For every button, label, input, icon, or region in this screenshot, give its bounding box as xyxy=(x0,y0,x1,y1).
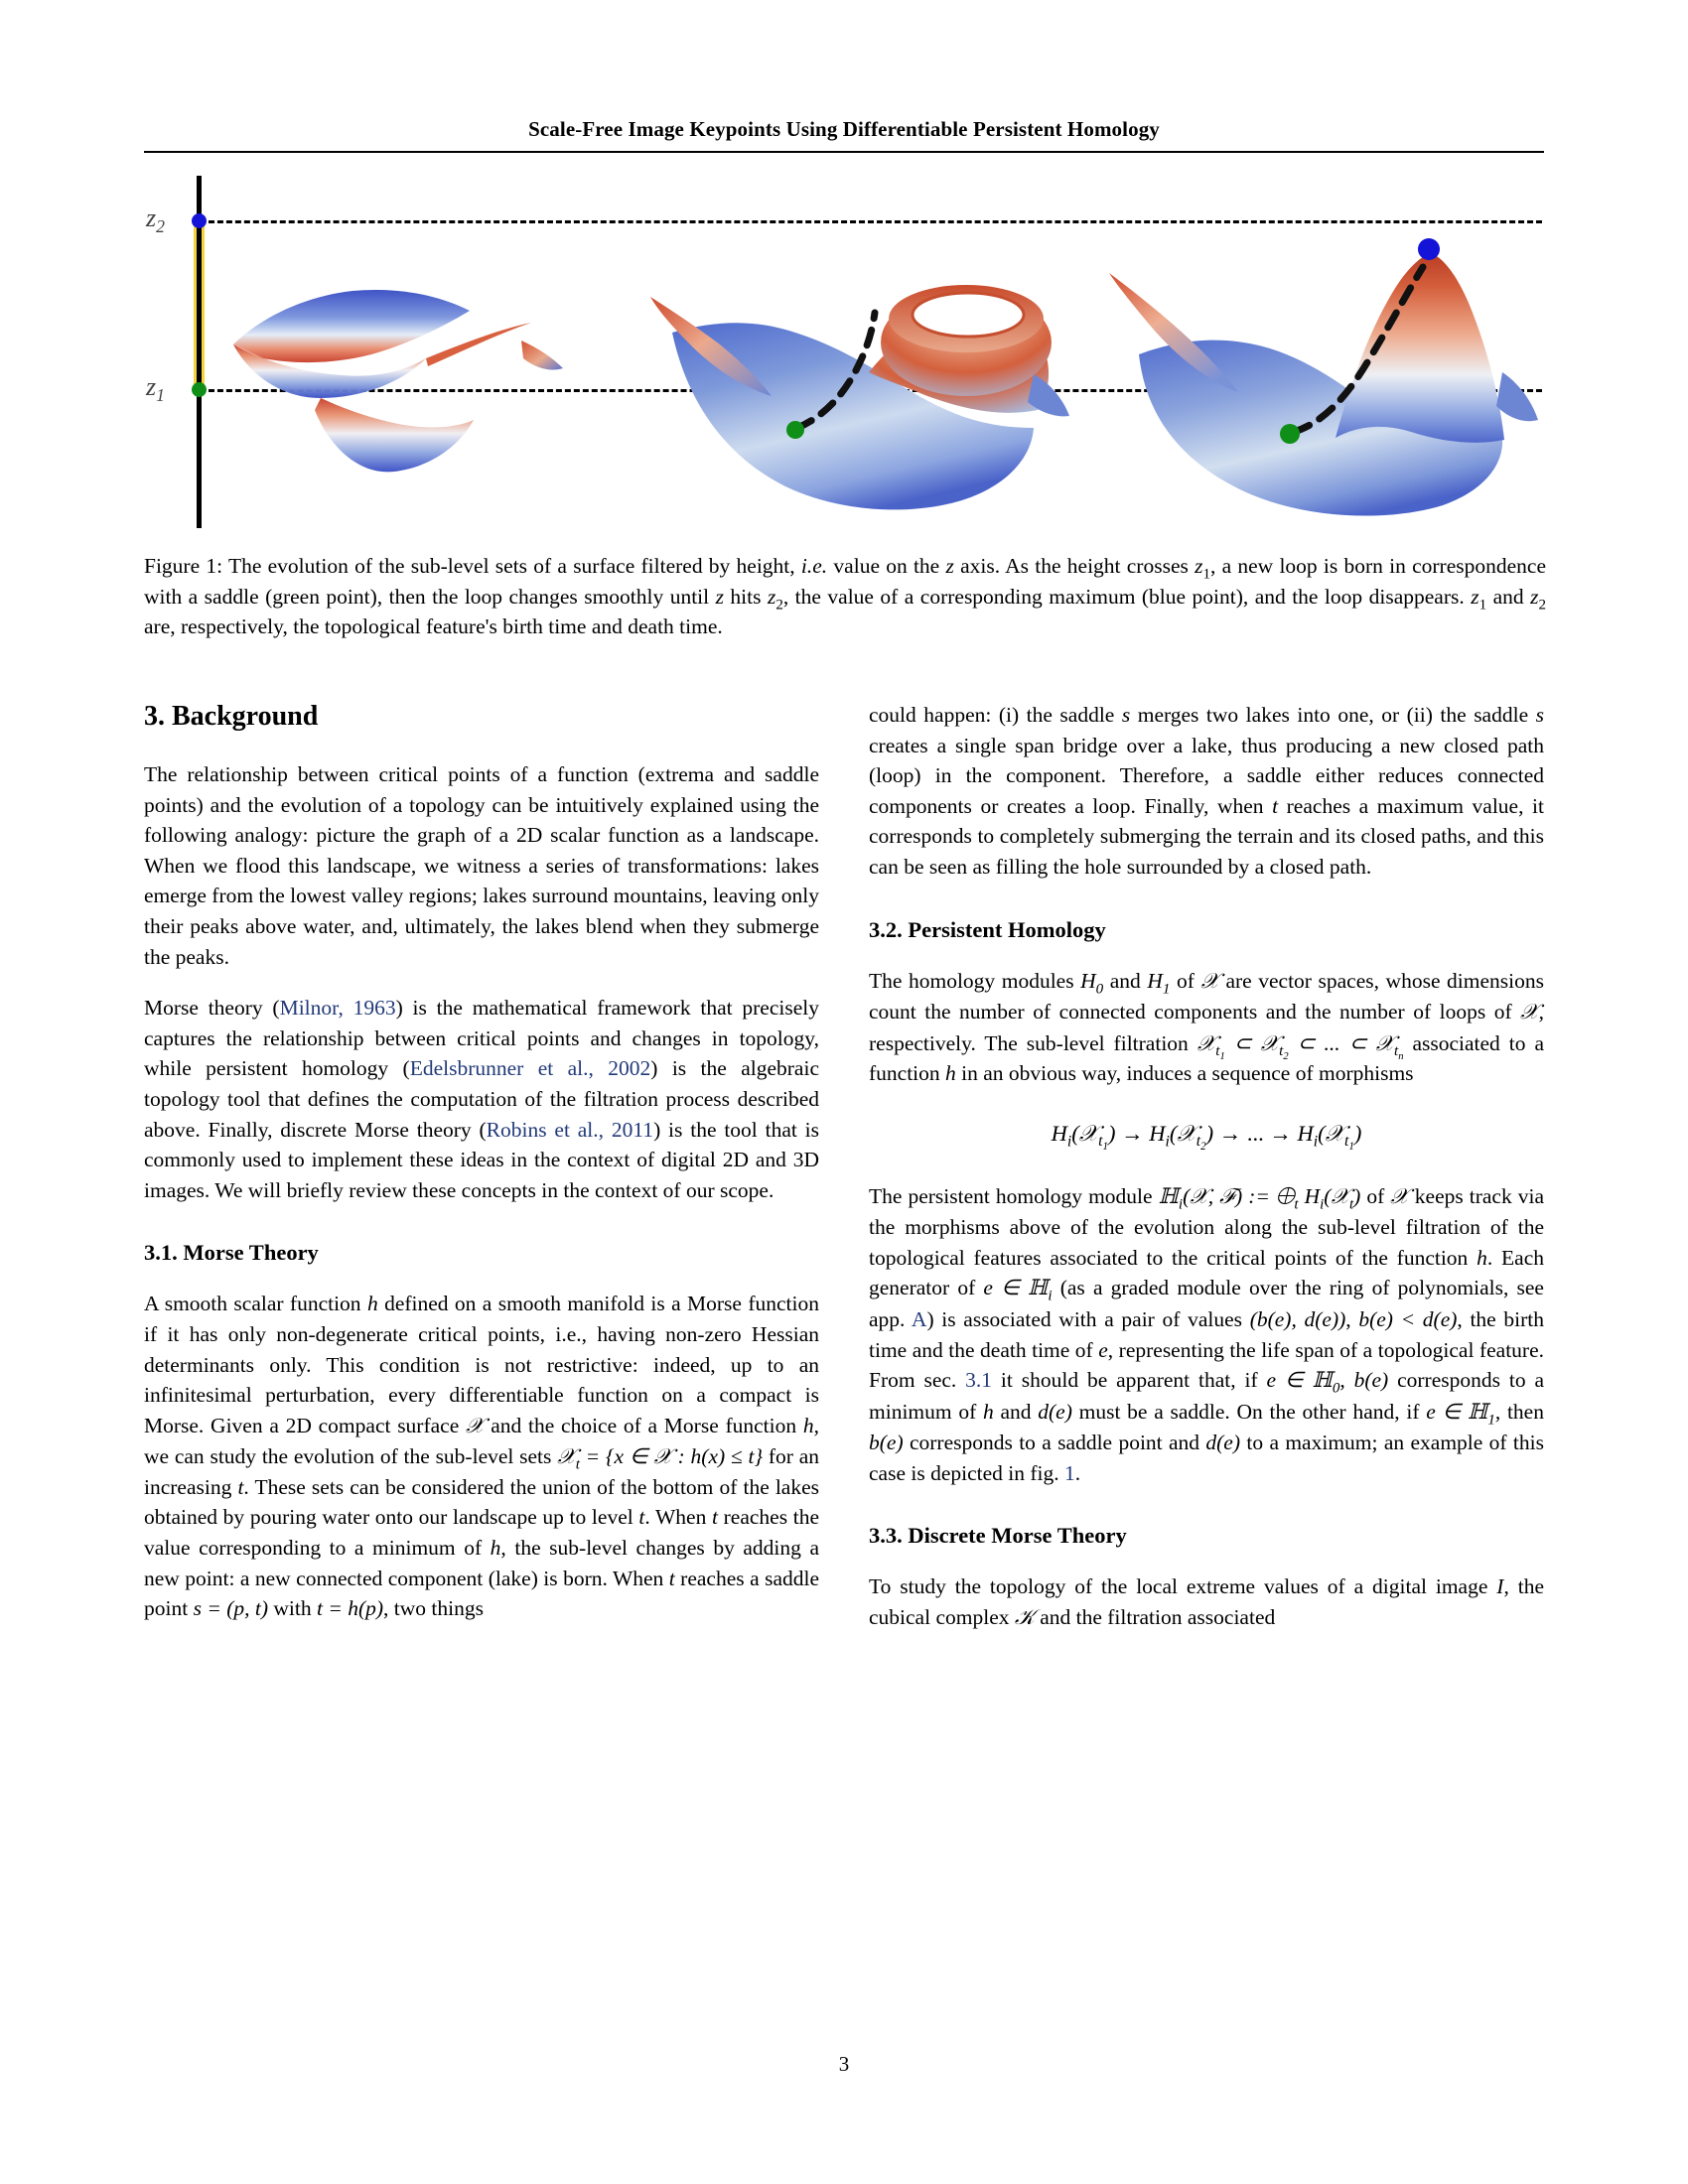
ph-g: in an obvious way, induces a sequence of morphisms xyxy=(955,1061,1414,1086)
math-t-3: t xyxy=(712,1505,718,1530)
math-be-2: b(e) xyxy=(869,1431,904,1455)
ph2-l: corresponds to a minimum of xyxy=(869,1368,1545,1424)
z-axis-line xyxy=(197,176,202,528)
crossref-section-3-1[interactable]: 3.1 xyxy=(965,1368,993,1393)
column-left xyxy=(144,700,819,1624)
sc-c: creates a single span bridge over a lake, thus producing a new closed path (loop) in the component. Therefore, a saddle either reduces connected components or creates a loop. Finally, when xyxy=(869,733,1544,818)
ph2-c: keeps track via the morphisms above of the evolution along the sub-level filtration of the topological features associated to the critical points of the function xyxy=(869,1183,1545,1270)
math-X-4: 𝒳 xyxy=(1390,1183,1409,1209)
math-e-in-H1: e ∈ ℍ$_1$ xyxy=(1426,1399,1495,1428)
ph2-d: . Each generator of xyxy=(869,1245,1544,1300)
axis-label-z2-sub: 2 xyxy=(156,216,165,237)
math-persistent-module: ℍ$_i$(𝒳, ℱ) := $⨁_t$ $H_i(𝒳_t)$ xyxy=(1158,1183,1361,1212)
mt-e: for an increasing xyxy=(144,1444,819,1499)
section-heading-discrete-morse-theory: 3.3. Discrete Morse Theory xyxy=(869,1523,1127,1549)
math-e-1: e xyxy=(1098,1337,1108,1362)
bg2-part-a: Morse theory ( xyxy=(144,996,280,1021)
ph2-n: must be a saddle. On the other hand, if xyxy=(1071,1399,1427,1424)
surface-panel-left xyxy=(204,233,621,511)
section-heading-persistent-homology: 3.2. Persistent Homology xyxy=(869,916,1106,942)
ph2-e: (as a graded module over the ring of polynomials, see app. xyxy=(869,1276,1544,1331)
citation-edelsbrunner-2002[interactable]: Edelsbrunner et al., 2002 xyxy=(409,1056,651,1081)
surface-panel-right xyxy=(1087,178,1544,520)
ph-b: and xyxy=(1103,968,1148,993)
ph2-h: , the birth time and the death time of xyxy=(869,1306,1544,1362)
ph2-r: . xyxy=(1074,1460,1081,1485)
axis-label-z1-sub: 1 xyxy=(156,385,165,406)
math-de-1: d(e) xyxy=(1038,1399,1072,1424)
figure-caption-label: Figure 1: xyxy=(144,554,223,578)
header-rule xyxy=(144,151,1544,153)
axis-label-z2 xyxy=(146,204,165,237)
citation-robins-2011[interactable]: Robins et al., 2011 xyxy=(486,1117,654,1142)
ph2-i: , representing the life span of a topological feature. From sec. xyxy=(869,1337,1544,1393)
math-t-1: t xyxy=(237,1474,244,1499)
mt-f: . These sets can be considered the union of the bottom of the lakes obtained by pouring water onto our landscape up to level xyxy=(144,1474,819,1530)
paragraph-background-2 xyxy=(144,993,819,1205)
math-e-in-Hi: e ∈ ℍ$_i$ xyxy=(983,1276,1053,1304)
math-X-1: 𝒳 xyxy=(466,1413,485,1438)
figure-caption xyxy=(144,551,1546,642)
page-number: 3 xyxy=(838,2052,850,2076)
math-h-4: h xyxy=(945,1061,956,1086)
axis-marker-maximum-blue xyxy=(192,213,207,228)
mt-k: reaches a saddle point xyxy=(144,1566,820,1621)
axis-label-z1-base: z xyxy=(146,372,157,401)
figure-1 xyxy=(144,164,1544,536)
ph2-a: The persistent homology module xyxy=(869,1183,1159,1208)
math-sublevel-set-definition: 𝒳$_t$ = {x ∈ 𝒳 : h(x) ≤ t} xyxy=(557,1444,764,1473)
math-X-2: 𝒳 xyxy=(1200,968,1219,994)
mt-m: , two things xyxy=(383,1596,484,1621)
mt-j: , the sub-level changes by adding a new point: a new connected component (lake) is born. When xyxy=(144,1536,819,1590)
ph2-k: , xyxy=(1339,1368,1354,1393)
math-filtration-chain: 𝒳$_{t_1}$ ⊂ 𝒳$_{t_2}$ ⊂ ... ⊂ 𝒳$_{t_n}$ xyxy=(1196,1030,1404,1063)
math-I: I xyxy=(1496,1574,1504,1599)
math-H1: $H_1$ xyxy=(1147,968,1171,997)
axis-label-z2-base: z xyxy=(146,204,157,232)
saddle-point-marker-right xyxy=(1280,424,1300,444)
section-heading-background: 3. Background xyxy=(144,701,319,732)
math-birth-lt-death: b(e) < d(e) xyxy=(1358,1306,1458,1331)
mt-b: defined on a smooth manifold is a Morse function if it has only non-degenerate critical points, i.e., having non-zero Hessian determinants only. This condition is not restrictive: indeed, up to an infinitesimal perturbation, every differentiable function on a compact is Morse. Given a 2D compact surface xyxy=(144,1292,819,1437)
math-t-2: t xyxy=(638,1505,645,1530)
ph2-o: , then xyxy=(1494,1399,1544,1424)
math-be-1: b(e) xyxy=(1353,1368,1389,1393)
math-birth-death-pair: (b(e), d(e)) xyxy=(1249,1306,1346,1331)
ph2-m: and xyxy=(993,1399,1039,1424)
ph2-b: of xyxy=(1360,1183,1391,1208)
bg2-part-c: ) is the algebraic topology tool that defines the computation of the filtration process described above. Finally, discrete Morse theory ( xyxy=(144,1056,819,1142)
paragraph-persistent-homology-1 xyxy=(869,966,1544,1089)
mt-l: with xyxy=(268,1596,317,1621)
math-h-2: h xyxy=(802,1413,814,1437)
ph-f: associated to a function xyxy=(869,1030,1544,1086)
math-H0: $H_0$ xyxy=(1080,968,1104,997)
math-t-4: t xyxy=(668,1566,675,1590)
math-h-1: h xyxy=(366,1292,378,1316)
paragraph-morse-theory-1 xyxy=(144,1289,819,1624)
saddle-point-marker-middle xyxy=(786,421,804,439)
column-right xyxy=(869,700,1544,1634)
ph2-g: , xyxy=(1345,1306,1359,1331)
section-heading-morse-theory: 3.1. Morse Theory xyxy=(144,1240,319,1266)
paragraph-saddle-continuation xyxy=(869,700,1544,883)
mt-a: A smooth scalar function xyxy=(144,1292,367,1316)
citation-milnor-1963[interactable]: Milnor, 1963 xyxy=(279,996,396,1021)
paragraph-discrete-morse-1 xyxy=(869,1571,1544,1633)
surface-panel-middle xyxy=(631,223,1077,521)
math-de-2: d(e) xyxy=(1205,1431,1241,1455)
mt-d: , we can study the evolution of the sub-level sets xyxy=(144,1413,819,1469)
mt-g: . When xyxy=(644,1505,712,1530)
ph-c: of xyxy=(1170,968,1201,993)
axis-label-z1 xyxy=(146,372,165,406)
sc-d: reaches a maximum value, it corresponds to completely submerging the terrain and its closed paths, and this can be seen as filling the hole surrounded by a closed path. xyxy=(869,793,1544,879)
math-t-equals-hp: t = h(p) xyxy=(316,1596,384,1621)
display-equation-morphism-sequence: $H_i(𝒳_{t_1})$ → $H_i(𝒳_{t_2})$ → ... → $H_i(𝒳_{t_1})$ xyxy=(1051,1120,1362,1154)
math-X-3: 𝒳 xyxy=(1520,1000,1539,1025)
sc-a: could happen: (i) the saddle xyxy=(869,703,1122,727)
crossref-figure-1[interactable]: 1 xyxy=(1064,1460,1075,1485)
math-h-5: h xyxy=(1477,1245,1487,1270)
math-K: 𝒦 xyxy=(1014,1605,1035,1631)
paragraph-persistent-homology-2 xyxy=(869,1181,1544,1489)
math-e-in-H0: e ∈ ℍ$_0$ xyxy=(1266,1368,1340,1397)
dm-b: , the cubical complex xyxy=(869,1574,1544,1630)
ph-a: The homology modules xyxy=(869,968,1081,993)
mt-i: reaches the value corresponding to a minimum of xyxy=(144,1505,820,1561)
math-s-1: s xyxy=(1121,703,1131,727)
maximum-point-marker-right xyxy=(1418,238,1440,260)
dm-c: and the filtration associated xyxy=(1034,1605,1276,1630)
dm-a: To study the topology of the local extreme values of a digital image xyxy=(869,1574,1497,1599)
math-h-6: h xyxy=(983,1399,994,1424)
bg2-part-d: ) is the tool that is commonly used to implement these ideas in the context of digital 2D and 3D images. We will briefly review these concepts in the context of our scope. xyxy=(144,1117,820,1202)
sc-b: merges two lakes into one, or (ii) the saddle xyxy=(1130,703,1536,727)
math-s-2: s xyxy=(1535,703,1545,727)
math-t-5: t xyxy=(1272,793,1279,818)
ph2-p: corresponds to a saddle point and xyxy=(903,1431,1206,1455)
mt-c: and the choice of a Morse function xyxy=(484,1413,803,1437)
ph2-q: to a maximum; an example of this case is depicted in fig. xyxy=(869,1431,1544,1485)
ph-d: are vector spaces, whose dimensions count the number of connected components and the number of loops of xyxy=(869,968,1544,1024)
bg2-part-b: ) is the mathematical framework that precisely captures the relationship between critical points and changes in topology, while persistent homology ( xyxy=(144,996,819,1081)
ph-e: , respectively. The sub-level filtration xyxy=(869,1000,1544,1055)
citation-appendix-a[interactable]: A xyxy=(911,1306,927,1331)
ph2-j: it should be apparent that, if xyxy=(992,1368,1267,1393)
math-h-3: h xyxy=(490,1536,501,1561)
running-header-title: Scale-Free Image Keypoints Using Differentiable Persistent Homology xyxy=(528,117,1160,141)
figure-caption-text: The evolution of the sub-level sets of a surface filtered by height, i.e. value on the z axis. As the height crosses $z_1$, a new loop is born in correspondence with a saddle (green point), then the loop changes smoothly until z hits $z_2$, the value of a corresponding maximum (blue point), and the loop disappears. $z_1$ and $z_2$ are, respectively, the topological feature's birth time and death time. xyxy=(144,554,1546,638)
ph2-f: ) is associated with a pair of values xyxy=(926,1306,1250,1331)
math-saddle-s-definition: s = (p, t) xyxy=(193,1596,268,1621)
paragraph-background-1: The relationship between critical points of a function (extrema and saddle points) and the evolution of a topology can be intuitively explained using the following analogy: picture the graph of a 2D scalar function as a landscape. When we flood this landscape, we witness a series of transformations: lakes emerge from the lowest valley regions; lakes surround mountains, leaving only their peaks above water, and, ultimately, the lakes blend when they submerge the peaks. xyxy=(144,762,819,969)
